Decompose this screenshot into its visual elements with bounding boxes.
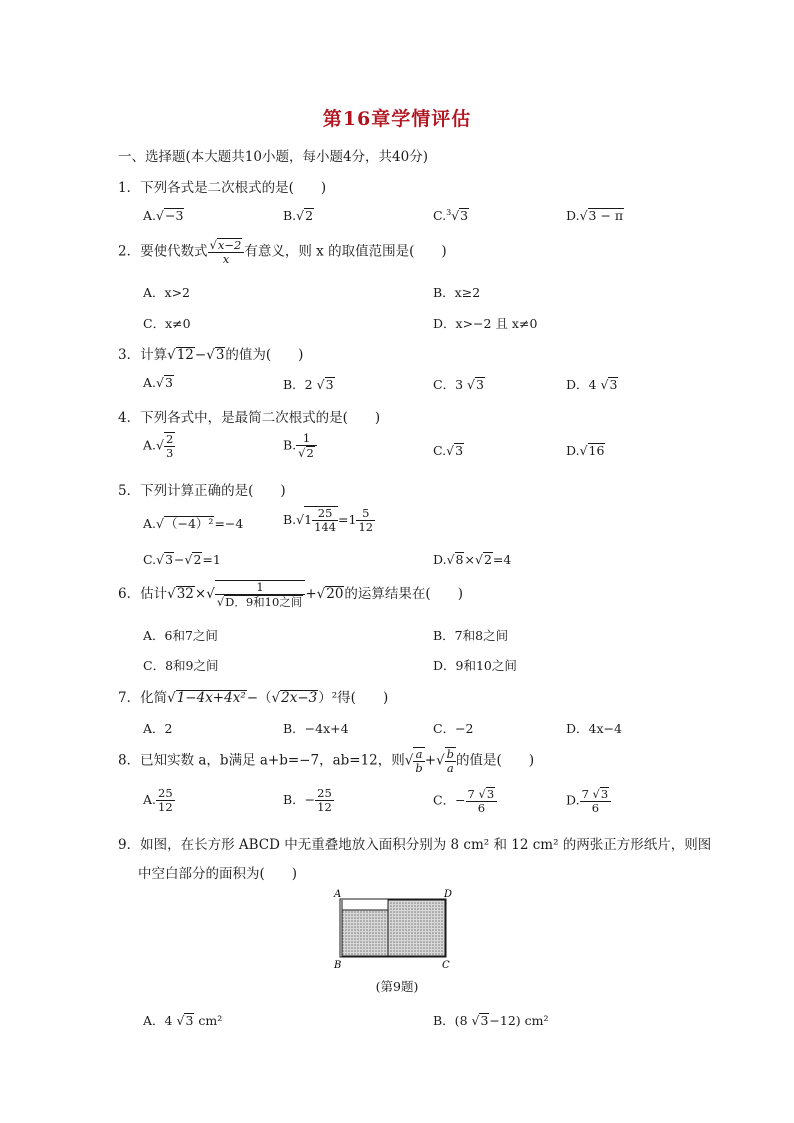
label-a: A — [334, 889, 342, 900]
q8-option-c: C．− $\frac{7 √3}{6}$ — [433, 787, 497, 815]
q5-option-c: C.√3−√2=1 — [143, 552, 221, 567]
q5-option-a: A.√（−4）²=−4 — [143, 516, 244, 531]
q3-option-c: C．3 √3 — [433, 377, 484, 392]
square-large — [388, 900, 445, 956]
q1-option-a: A.√−3 — [143, 208, 184, 223]
q3-option-b: B．2 √3 — [283, 377, 334, 392]
label-b: B — [334, 960, 342, 970]
question-9-stem-line1: 9．如图，在长方形 ABCD 中无重叠地放入面积分别为 8 cm² 和 12 cm² 的两张正方形纸片，则图 — [118, 837, 712, 853]
q5-option-b: B.√1 $\frac{25}{144}$ =1 $\frac{5}{12}$ — [283, 506, 374, 535]
q2-option-d: D．x>−2 且 x≠0 — [433, 316, 538, 331]
question-8-stem: 8．已知实数 a，b满足 a+b=−7，ab=12，则√ $\frac{a}{b}$ +√ $\frac{b}{a}$ 的值是( ) — [118, 747, 535, 776]
question-7-stem: 7．化简√1−4x+4x²−（√2x−3）²得( ) — [118, 690, 389, 706]
q1-option-c: C.$^3$√3 — [433, 208, 469, 224]
q1-option-d: D.√3 − π — [566, 208, 624, 223]
q9-option-b: B．(8 √3−12) cm² — [433, 1013, 549, 1028]
question-6-stem: 6．估计√32×√ 1 √D．9和10之间 +√20的运算结果在( ) — [118, 580, 463, 610]
q4-option-b: B. $\frac{1}{√2}$ — [283, 432, 317, 460]
square-small — [342, 910, 388, 956]
q7-option-b: B．−4x+4 — [283, 721, 349, 736]
q2-option-c: C．x≠0 — [143, 316, 191, 331]
q6-option-b: B．7和8之间 — [433, 628, 509, 643]
q9-option-a: A．4 √3 cm² — [143, 1013, 223, 1028]
page-title: 第16章学情评估 — [322, 108, 472, 130]
q6-option-c: C．8和9之间 — [143, 658, 219, 673]
q2-option-a: A．x>2 — [143, 285, 191, 300]
q5-option-d: D.√8×√2=4 — [433, 552, 512, 567]
q2-option-b: B．x≥2 — [433, 285, 481, 300]
q8-option-b: B．− $\frac{25}{12}$ — [283, 786, 332, 815]
q1-option-b: B.√2 — [283, 208, 314, 223]
q7-option-c: C．−2 — [433, 721, 474, 736]
section-heading: 一、选择题(本大题共10小题，每小题4分，共40分) — [118, 149, 428, 165]
question-1-stem: 1．下列各式是二次根式的是( ) — [118, 180, 327, 196]
q4-option-a: A.√ $\frac{2}{3}$ — [143, 432, 174, 461]
q3-option-a: A.√3 — [143, 375, 173, 390]
label-d: D — [444, 889, 453, 900]
q8-option-d: D. $\frac{7 √3}{6}$ — [566, 787, 611, 815]
q7-option-a: A．2 — [143, 721, 173, 736]
question-3-stem: 3．计算√12−√3的值为( ) — [118, 347, 304, 363]
q6-option-a: A．6和7之间 — [143, 628, 218, 643]
figure-caption: (第9题) — [375, 979, 419, 994]
q4-option-d: D.√16 — [566, 443, 605, 458]
q9-figure — [330, 884, 460, 970]
question-2-stem: 2．要使代数式 $\frac{√x-2}{x}$ 有意义，则 x 的取值范围是( ) — [118, 238, 447, 267]
q4-option-c: C.√3 — [433, 443, 464, 458]
question-4-stem: 4．下列各式中，是最简二次根式的是( ) — [118, 410, 381, 426]
q3-option-d: D．4 √3 — [566, 377, 618, 392]
q6-option-d: D．9和10之间 — [433, 658, 517, 673]
q7-option-d: D．4x−4 — [566, 721, 622, 736]
question-5-stem: 5．下列计算正确的是( ) — [118, 483, 286, 499]
label-c: C — [442, 960, 450, 970]
question-9-stem-line2: 中空白部分的面积为( ) — [138, 866, 298, 882]
q8-option-a: A. $\frac{25}{12}$ — [143, 786, 173, 815]
